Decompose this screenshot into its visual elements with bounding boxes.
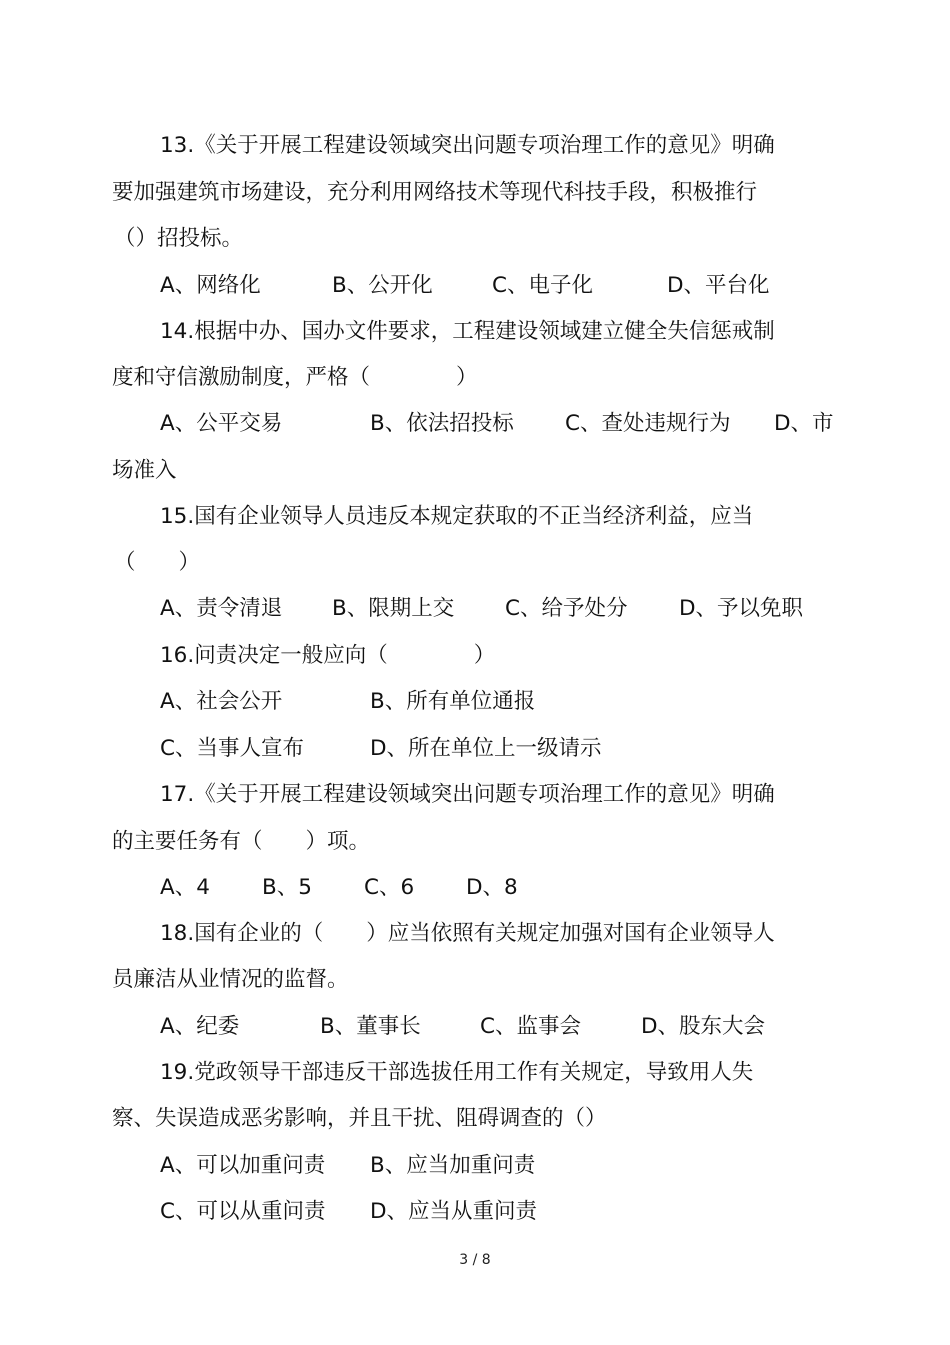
- q18-line-1: 18.国有企业的（ ）应当依照有关规定加强对国有企业领导人: [160, 921, 775, 946]
- q16-option-d: D、所在单位上一级请示: [370, 736, 602, 761]
- q17-option-b: B、5: [262, 875, 312, 900]
- q17-option-d: D、8: [466, 875, 518, 900]
- q13-line-3: （）招投标。: [114, 226, 244, 251]
- q15-option-d: D、予以免职: [679, 596, 804, 621]
- q16-option-c: C、当事人宣布: [160, 736, 305, 761]
- q15-line-1: 15.国有企业领导人员违反本规定获取的不正当经济利益，应当: [160, 504, 754, 529]
- q18-option-c: C、监事会: [480, 1014, 582, 1039]
- q17-option-a: A、4: [160, 875, 210, 900]
- q18-option-a: A、纪委: [160, 1014, 240, 1039]
- q16-line-1: 16.问责决定一般应向（ ）: [160, 643, 496, 668]
- q15-option-c: C、给予处分: [505, 596, 628, 621]
- q14-option-a: A、公平交易: [160, 411, 283, 436]
- q19-option-d: D、应当从重问责: [370, 1199, 538, 1224]
- q17-line-1: 17.《关于开展工程建设领域突出问题专项治理工作的意见》明确: [160, 782, 775, 807]
- q13-line-1: 13.《关于开展工程建设领域突出问题专项治理工作的意见》明确: [160, 133, 775, 158]
- q13-option-d: D、平台化: [667, 273, 770, 298]
- q13-option-a: A、网络化: [160, 273, 261, 298]
- q13-option-c: C、电子化: [492, 273, 594, 298]
- q19-option-a: A、可以加重问责: [160, 1153, 326, 1178]
- q16-option-b: B、所有单位通报: [370, 689, 536, 714]
- q19-line-1: 19.党政领导干部违反干部选拔任用工作有关规定，导致用人失: [160, 1060, 754, 1085]
- q18-option-d: D、股东大会: [641, 1014, 766, 1039]
- q19-option-b: B、应当加重问责: [370, 1153, 536, 1178]
- q19-option-c: C、可以从重问责: [160, 1199, 326, 1224]
- q14-option-d-wrap: 场准入: [112, 458, 177, 483]
- q15-line-2: （ ）: [114, 550, 201, 575]
- q16-option-a: A、社会公开: [160, 689, 283, 714]
- q17-option-c: C、6: [364, 875, 415, 900]
- page-number: 3 / 8: [459, 1252, 491, 1268]
- q18-line-2: 员廉洁从业情况的监督。: [112, 967, 349, 992]
- q15-option-b: B、限期上交: [332, 596, 455, 621]
- q14-option-c: C、查处违规行为: [565, 411, 731, 436]
- q14-line-2: 度和守信激励制度，严格（ ）: [112, 365, 478, 390]
- q17-line-2: 的主要任务有（ ）项。: [112, 829, 371, 854]
- q13-option-b: B、公开化: [332, 273, 433, 298]
- q14-option-d: D、市: [774, 411, 834, 436]
- q14-line-1: 14.根据中办、国办文件要求，工程建设领域建立健全失信惩戒制: [160, 319, 775, 344]
- q14-option-b: B、依法招投标: [370, 411, 514, 436]
- q19-line-2: 察、失误造成恶劣影响，并且干扰、阻碍调查的（）: [112, 1106, 607, 1131]
- q13-line-2: 要加强建筑市场建设，充分利用网络技术等现代科技手段，积极推行: [112, 180, 758, 205]
- q18-option-b: B、董事长: [320, 1014, 421, 1039]
- q15-option-a: A、责令清退: [160, 596, 283, 621]
